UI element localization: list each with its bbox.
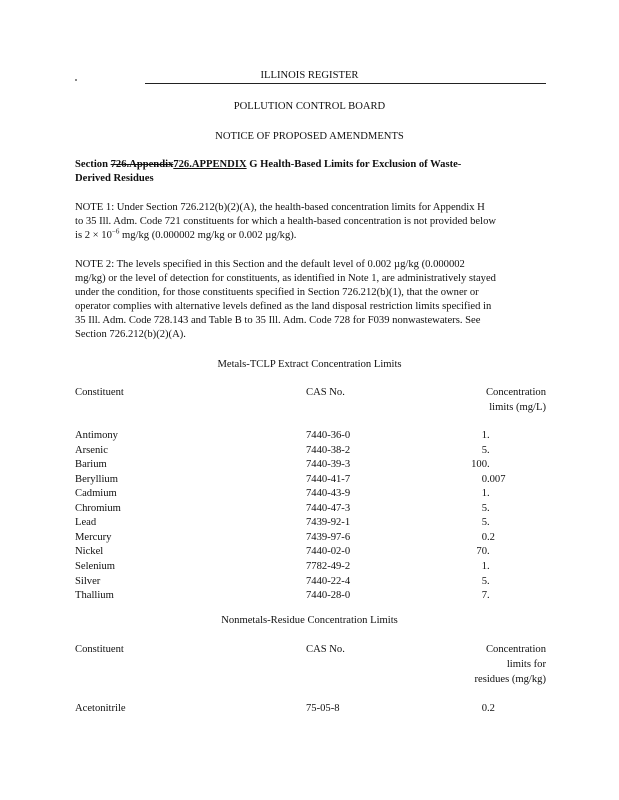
note2-line6: Section 726.212(b)(2)(A).: [75, 329, 186, 340]
nonmetals-header-conc-line1: Concentration: [485, 644, 546, 655]
concentration-limit: 5.: [481, 502, 490, 514]
note1-line1: NOTE 1: Under Section 726.212(b)(2)(A), the health-based concentration limits for Appendix H: [75, 202, 485, 213]
cas-number: 7440-43-9: [306, 488, 351, 500]
table-row: [0, 560, 619, 574]
concentration-limit: 0.007: [481, 473, 506, 485]
section-title-rest: G Health-Based Limits for Exclusion of Waste-: [246, 159, 462, 170]
nonmetals-header-conc-line3: residues (mg/kg): [474, 674, 546, 685]
metals-header-constituent: Constituent: [75, 387, 124, 398]
note2-line2: mg/kg) or the level of detection for constituents, as identified in Note 1, are administratively stayed: [75, 273, 496, 284]
table-row: [0, 589, 619, 603]
metals-header-cas: CAS No.: [306, 387, 345, 398]
note2-line5: 35 Ill. Adm. Code 728.143 and Table B to 35 Ill. Adm. Code 728 for F039 nonwastewaters. See: [75, 315, 481, 326]
cas-number: 7440-47-3: [306, 502, 351, 514]
constituent-name: Arsenic: [75, 444, 108, 456]
constituent-name: Cadmium: [75, 488, 117, 500]
note1-line3-pre: is 2 × 10: [75, 230, 112, 241]
cas-number: 7440-41-7: [306, 473, 351, 485]
table-row: [0, 473, 619, 487]
table-row: [0, 516, 619, 530]
constituent-name: Acetonitrile: [75, 703, 126, 714]
metals-table-title: Metals-TCLP Extract Concentration Limits: [217, 359, 402, 370]
cas-number: 7440-39-3: [306, 459, 351, 471]
constituent-name: Beryllium: [75, 473, 118, 485]
nonmetals-header-constituent: Constituent: [75, 644, 124, 655]
nonmetals-table-title: Nonmetals-Residue Concentration Limits: [221, 615, 398, 626]
concentration-limit: 5.: [481, 517, 490, 529]
note1-exponent: −6: [111, 227, 120, 236]
constituent-name: Selenium: [75, 560, 116, 572]
table-row: [0, 502, 619, 516]
cas-number: 7440-36-0: [306, 430, 351, 441]
constituent-name: Barium: [75, 459, 107, 471]
section-inserted-text: 726.APPENDIX: [173, 159, 247, 170]
constituent-name: Lead: [75, 517, 97, 529]
cas-number: 7439-97-6: [306, 531, 351, 543]
notice-title: NOTICE OF PROPOSED AMENDMENTS: [215, 131, 404, 142]
cas-number: 7440-38-2: [306, 444, 351, 456]
table-row: [0, 545, 619, 559]
concentration-limit: 0.2: [481, 703, 495, 714]
section-label: Section: [75, 159, 108, 170]
concentration-limit: 0.2: [481, 531, 495, 543]
note2-line3: under the condition, for those constituents specified in Section 726.212(b)(1), that the owner or: [75, 287, 479, 298]
header-rule: [145, 83, 546, 84]
constituent-name: Thallium: [75, 590, 114, 602]
cas-number: 7782-49-2: [306, 560, 351, 572]
concentration-limit: 100.: [471, 459, 490, 471]
section-heading-line2: Derived Residues: [75, 173, 154, 184]
table-row: [0, 429, 619, 443]
table-row: [0, 444, 619, 458]
note1-line3: [75, 229, 547, 243]
metals-header-conc-line1: Concentration: [485, 387, 546, 398]
section-struck-text: 726.Appendix: [110, 159, 174, 170]
cas-number: 7440-22-4: [306, 575, 351, 587]
constituent-name: Chromium: [75, 502, 121, 514]
nonmetals-header-cas: CAS No.: [306, 644, 345, 655]
concentration-limit: 1.: [481, 560, 490, 572]
concentration-limit: 1.: [481, 430, 490, 441]
board-title: POLLUTION CONTROL BOARD: [233, 101, 386, 112]
note2-line1: NOTE 2: The levels specified in this Section and the default level of 0.002 µg/kg (0.000002: [75, 259, 465, 270]
note1-line2: to 35 Ill. Adm. Code 721 constituents for which a health-based concentration is not provided below: [75, 216, 497, 227]
section-heading: [75, 158, 547, 172]
constituent-name: Silver: [75, 575, 101, 587]
table-row: [0, 458, 619, 472]
constituent-name: Nickel: [75, 546, 104, 558]
note1-line3-post: mg/kg (0.000002 mg/kg or 0.002 µg/kg).: [119, 230, 297, 241]
concentration-limit: 5.: [481, 444, 490, 456]
table-row: [0, 487, 619, 501]
cas-number: 7440-02-0: [306, 546, 351, 558]
table-row: [0, 531, 619, 545]
constituent-name: Mercury: [75, 531, 112, 543]
cas-number: 7440-28-0: [306, 590, 351, 602]
concentration-limit: 5.: [481, 575, 490, 587]
concentration-limit: 70.: [476, 546, 490, 558]
cas-number: 75-05-8: [306, 703, 340, 714]
register-title: ILLINOIS REGISTER: [260, 70, 359, 81]
concentration-limit: 1.: [481, 488, 490, 500]
metals-header-conc-line2: limits (mg/L): [489, 402, 546, 413]
concentration-limit: 7.: [481, 590, 490, 602]
cas-number: 7439-92-1: [306, 517, 351, 529]
table-row: [0, 702, 619, 716]
table-row: [0, 575, 619, 589]
nonmetals-header-conc-line2: limits for: [506, 659, 546, 670]
constituent-name: Antimony: [75, 430, 118, 441]
note2-line4: operator complies with alternative levels defined as the land disposal restriction limits specified in: [75, 301, 492, 312]
